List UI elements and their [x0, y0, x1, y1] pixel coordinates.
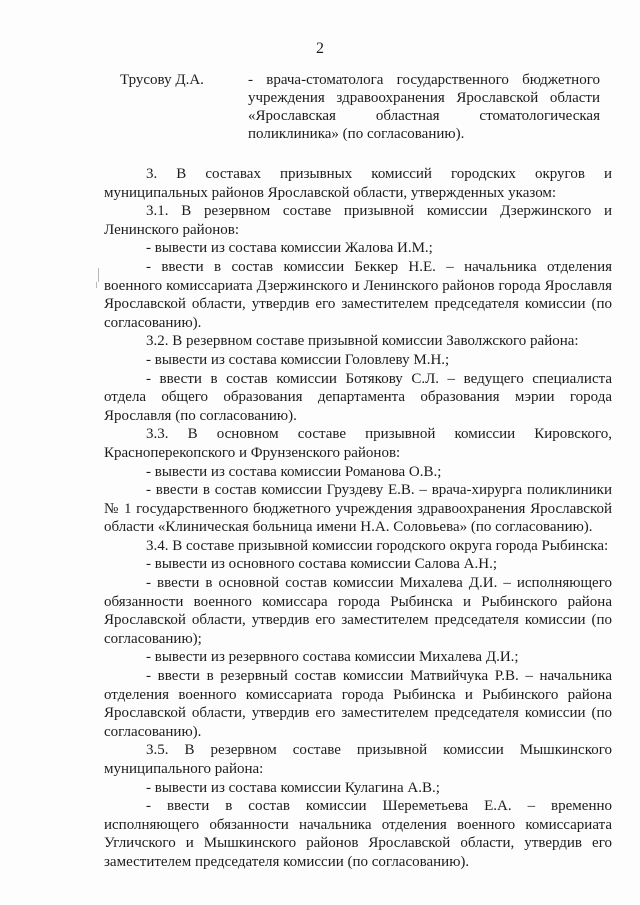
- paragraph: - вывести из состава комиссии Жалова И.М.;: [146, 240, 433, 257]
- paragraph: - вывести из основного состава комиссии Салова А.Н.;: [146, 556, 497, 573]
- paragraph: - вывести из резервного состава комиссии Михалева Д.И.;: [146, 649, 519, 666]
- document-body: [104, 165, 612, 872]
- paragraph: - вывести из состава комиссии Головлеву М.Н.;: [146, 351, 450, 368]
- scan-margin-mark: [96, 282, 97, 288]
- paragraph: 3. В составах призывных комиссий городских округов и муниципальных районов Ярославской области, утвержденных указом:: [104, 166, 612, 201]
- scan-margin-mark: [98, 268, 99, 282]
- page-number: 2: [316, 40, 324, 57]
- paragraph: 3.3. В основном составе призывной комиссии Кировского, Красноперекопского и Фрунзенского районов:: [104, 426, 612, 461]
- paragraph: 3.1. В резервном составе призывной комиссии Дзержинского и Ленинского районов:: [104, 203, 612, 238]
- paragraph: - ввести в резервный состав комиссии Матвийчука Р.В. – начальника отделения военного комиссариата города Рыбинска и Рыбинского района Ярославской области, утвердив его заместителем председателя комиссии (по согласованию).: [104, 668, 612, 740]
- paragraph: 3.5. В резервном составе призывной комиссии Мышкинского муниципального района:: [104, 742, 612, 777]
- paragraph: - ввести в состав комиссии Груздеву Е.В. – врача-хирурга поликлиники № 1 государственного бюджетного учреждения здравоохранения Ярославской области «Клиническая больница имени Н.А. Соловьева» (по согласованию).: [104, 482, 612, 536]
- paragraph: - вывести из состава комиссии Кулагина А.В.;: [146, 779, 440, 796]
- paragraph: 3.4. В составе призывной комиссии городского округа города Рыбинска:: [146, 537, 609, 554]
- addressee-name: Трусову Д.А.: [120, 72, 204, 88]
- paragraph: - ввести в состав комиссии Ботякову С.Л. – ведущего специалиста отдела общего образования департамента образования мэрии города Ярославля (по согласованию).: [104, 370, 612, 424]
- paragraph: 3.2. В резервном составе призывной комиссии Заволжского района:: [146, 333, 579, 350]
- paragraph: - ввести в основной состав комиссии Михалева Д.И. – исполняющего обязанности военного комиссара города Рыбинска и Рыбинского района Ярославской области, утвердив его заместителем председателя комиссии (по согласованию);: [104, 575, 612, 647]
- paragraph: - ввести в состав комиссии Беккер Н.Е. – начальника отделения военного комиссариата Дзержинского и Ленинского районов города Ярославля Ярославской области, утвердив его заместителем председателя комиссии (по согласованию).: [104, 258, 612, 331]
- paragraph: - вывести из состава комиссии Романова О.В.;: [146, 463, 442, 480]
- paragraph: - ввести в состав комиссии Шереметьева Е.А. – временно исполняющего обязанности начальника отделения военного комиссариата Угличского и Мышкинского районов Ярославской области, утвердив его заместителем председателя комиссии (по согласованию).: [104, 798, 612, 870]
- addressee-description: - врача-стоматолога государственного бюджетного учреждения здравоохранения Ярославской области «Ярославская областная стоматологическая поликлиника» (по согласованию).: [248, 72, 600, 142]
